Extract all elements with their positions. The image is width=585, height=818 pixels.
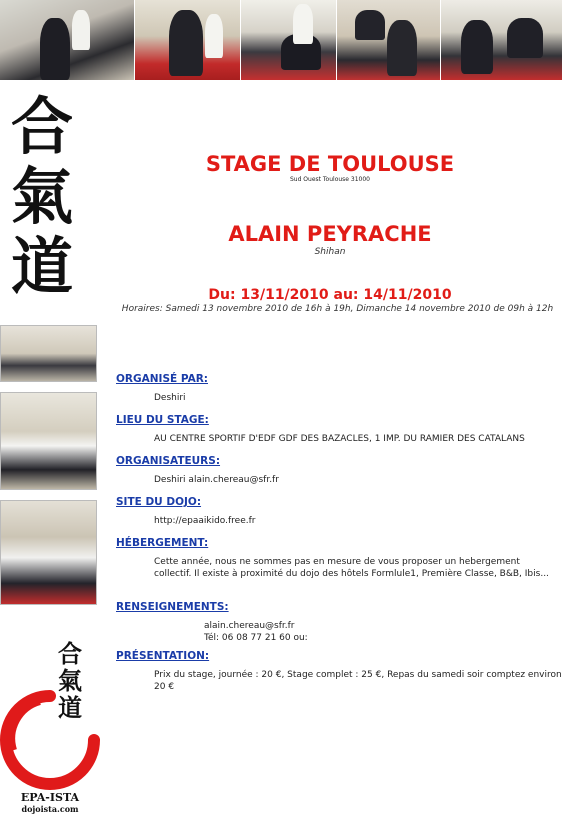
section-value: AU CENTRE SPORTIF D'EDF GDF DES BAZACLES, 1 IMP. DU RAMIER DES CATALANS <box>154 434 525 444</box>
section-hebergement <box>116 537 585 580</box>
banner-photo <box>337 0 441 80</box>
logo-url: dojoista.com <box>21 804 79 814</box>
teacher-rank: Shihan <box>314 247 346 257</box>
section-site-du-dojo <box>116 496 585 527</box>
side-photo <box>0 392 97 490</box>
epa-ista-logo <box>0 640 100 815</box>
calligraphy-char-ki: 氣 <box>10 160 73 233</box>
section-heading: SITE DU DOJO: <box>116 496 202 508</box>
teacher-name: ALAIN PEYRACHE <box>228 222 432 246</box>
banner-photo <box>441 0 563 80</box>
section-value: Deshiri alain.chereau@sfr.fr <box>154 475 279 485</box>
section-organise-par <box>116 373 585 404</box>
logo-name: EPA-ISTA <box>20 791 80 804</box>
contact-phone: Tél: 06 08 77 21 60 ou: <box>204 633 308 643</box>
stage-schedule: Horaires: Samedi 13 novembre 2010 de 16h à 19h, Dimanche 14 novembre 2010 de 09h à 12h <box>121 304 554 314</box>
banner-photo <box>135 0 241 80</box>
section-renseignements <box>116 601 585 644</box>
photo-banner <box>0 0 563 80</box>
logo-char-ai: 合 <box>58 639 82 668</box>
side-photo <box>0 325 97 382</box>
section-heading: RENSEIGNEMENTS: <box>116 601 229 613</box>
section-heading: PRÉSENTATION: <box>116 650 210 662</box>
side-photo <box>0 500 97 605</box>
stage-location: Sud Ouest Toulouse 31000 <box>289 176 370 183</box>
calligraphy-char-ai: 合 <box>10 90 73 163</box>
banner-photo <box>241 0 337 80</box>
section-heading: ORGANISÉ PAR: <box>116 373 208 385</box>
section-value: Cette année, nous ne sommes pas en mesure de vous proposer un hebergement collectif. Il existe à proximité du dojo des hôtels Formlule1, Première Classe, B&B, Ibis... <box>154 557 549 579</box>
stage-dates: Du: 13/11/2010 au: 14/11/2010 <box>208 287 452 303</box>
aikido-calligraphy <box>2 92 88 304</box>
enso-circle-icon <box>0 690 100 790</box>
section-heading: ORGANISATEURS: <box>116 455 221 467</box>
section-heading: HÉBERGEMENT: <box>116 537 209 549</box>
section-heading: LIEU DU STAGE: <box>116 414 209 426</box>
banner-photo <box>0 0 135 80</box>
section-value: Prix du stage, journée : 20 €, Stage complet : 25 €, Repas du samedi soir comptez environ 20 € <box>154 670 562 692</box>
section-presentation <box>116 650 585 693</box>
logo-char-do: 道 <box>58 693 82 722</box>
calligraphy-char-do: 道 <box>10 230 73 303</box>
stage-title: STAGE DE TOULOUSE <box>205 152 455 176</box>
dojo-url[interactable]: http://epaaikido.free.fr <box>154 516 256 526</box>
section-organisateurs <box>116 455 585 486</box>
logo-char-ki: 氣 <box>58 666 82 695</box>
contact-email: alain.chereau@sfr.fr <box>204 621 295 631</box>
section-lieu-du-stage <box>116 414 585 445</box>
section-value: Deshiri <box>154 393 186 403</box>
